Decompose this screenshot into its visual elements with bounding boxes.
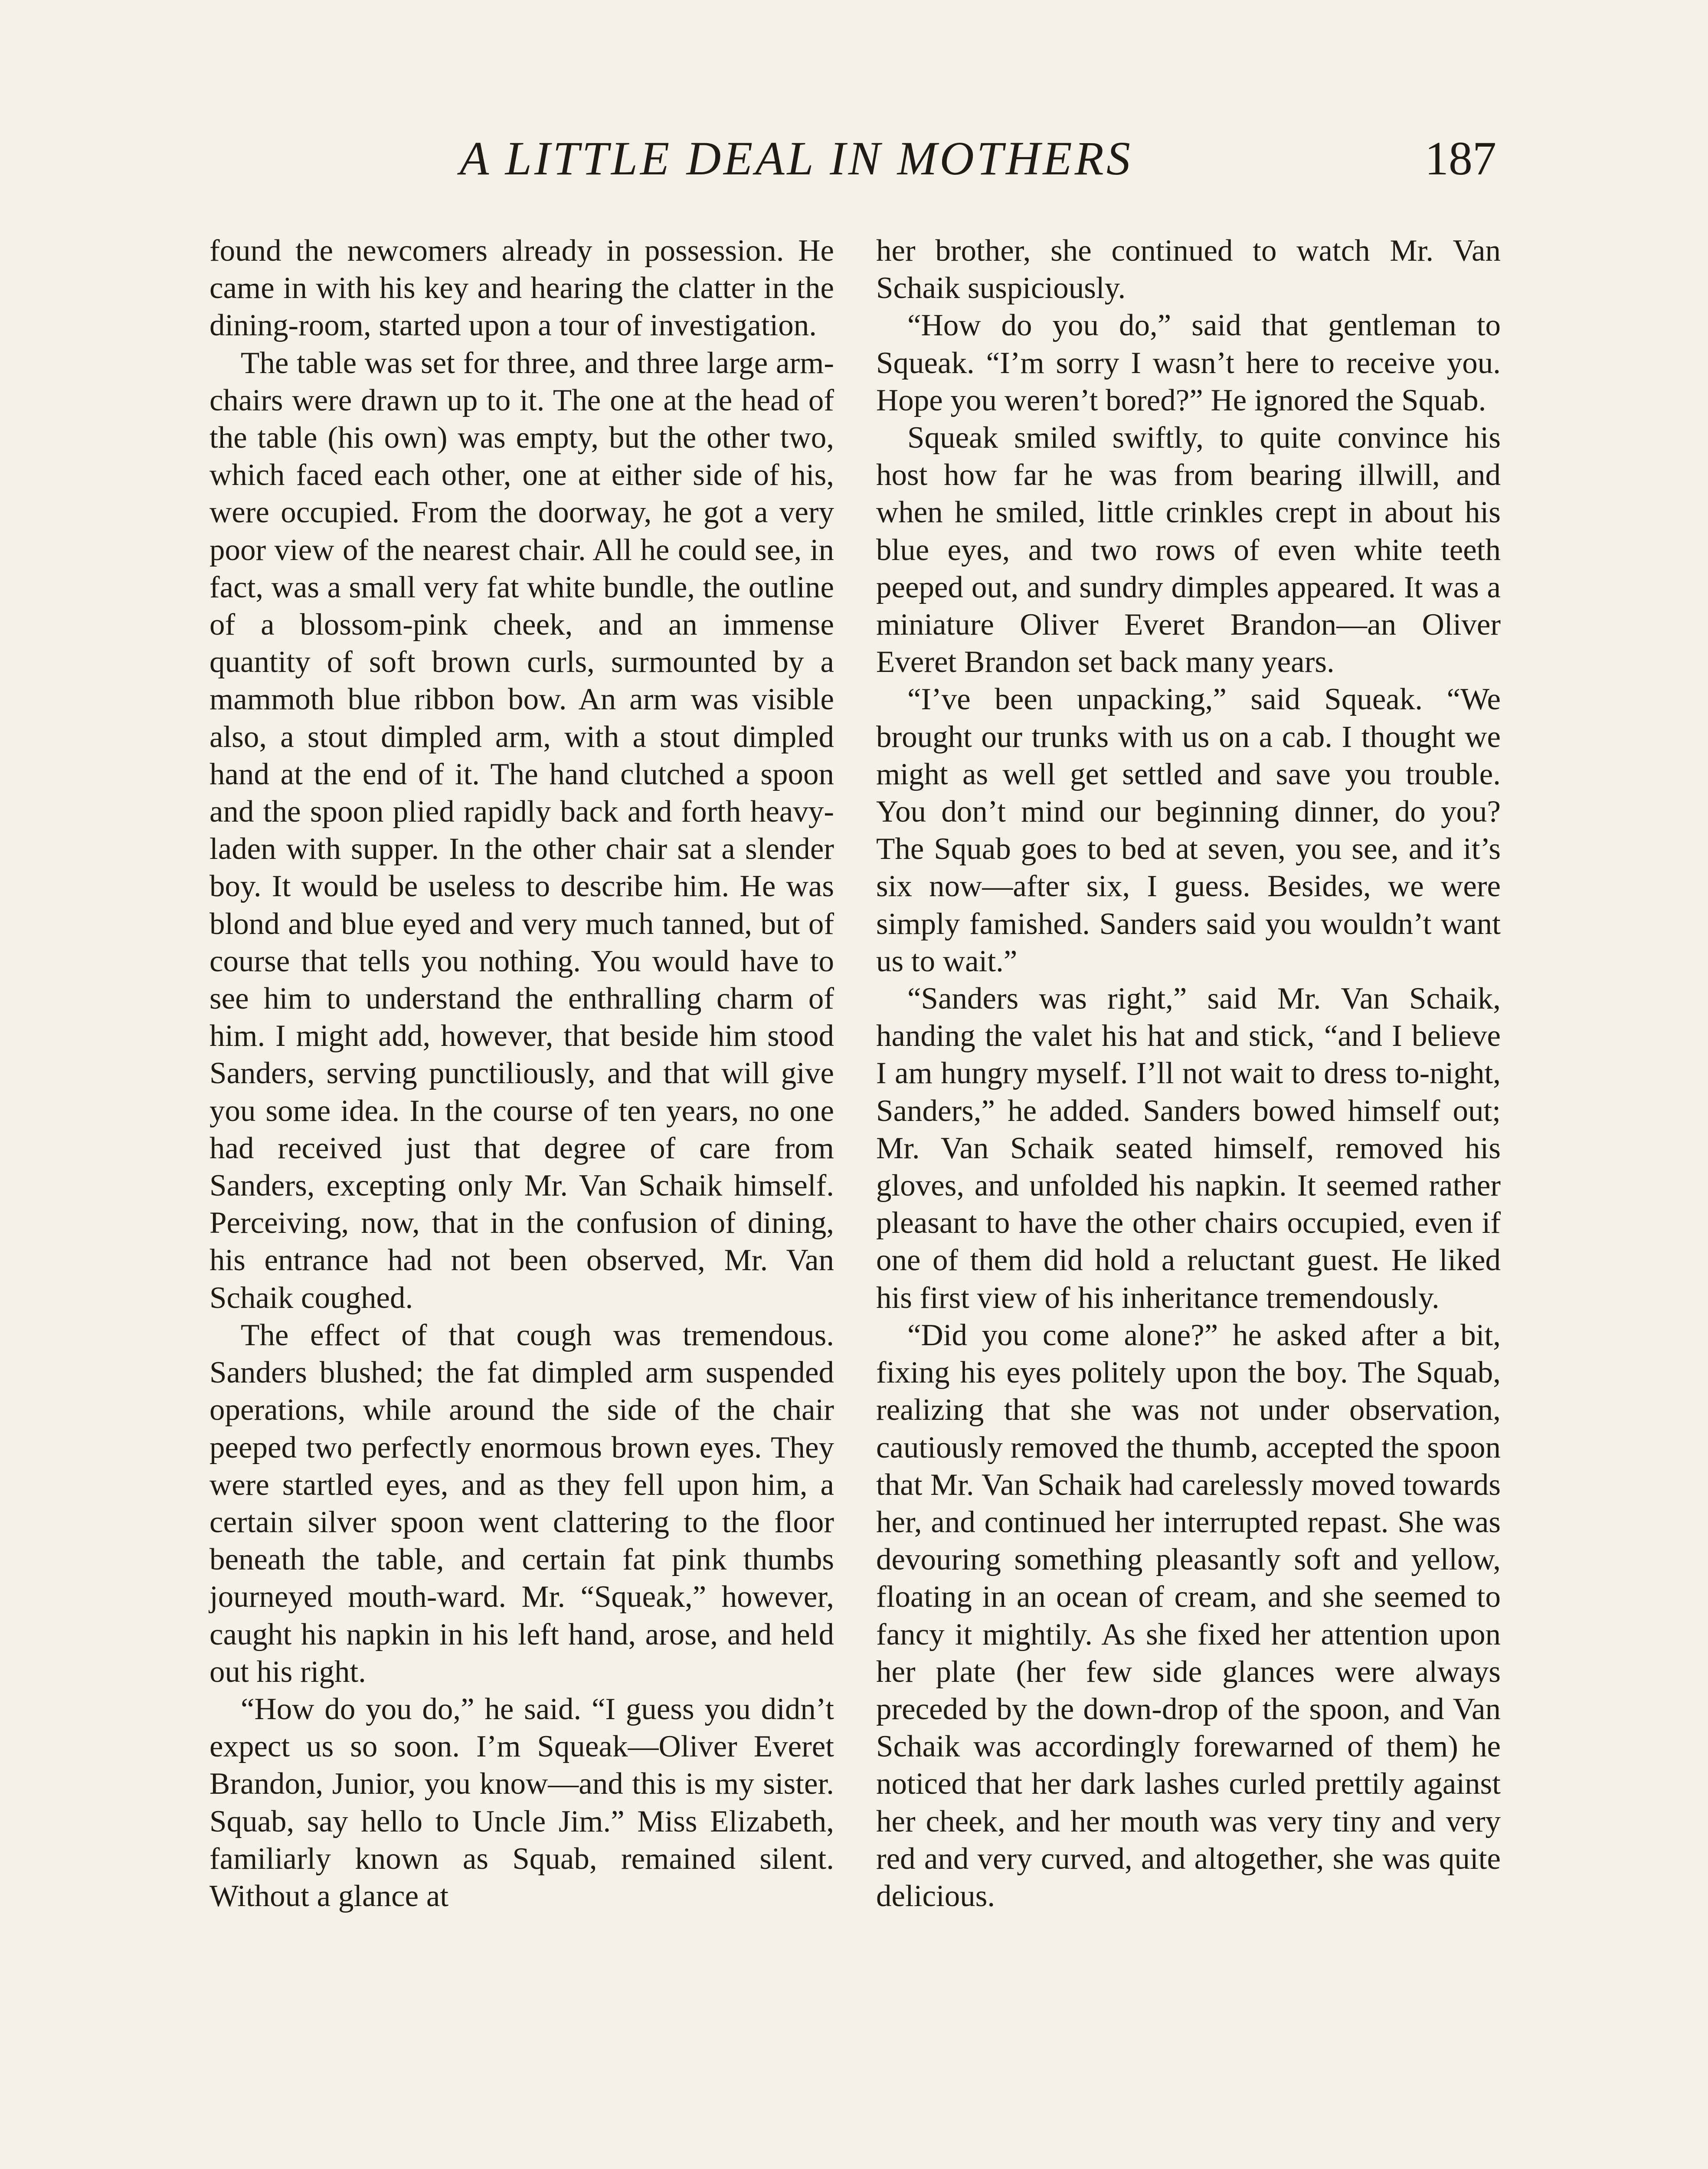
paragraph: The effect of that cough was tremendous. Sanders blushed; the fat dimpled arm suspended operations, while around the side of the chair peeped two perfectly enormous brown eyes. They were startled eyes, and as they fell upon him, a certain silver spoon went clattering to the floor beneath the table, and certain fat pink thumbs journeyed mouth-ward. Mr. “Squeak,” however, caught his napkin in his left hand, arose, and held out his right. <box>209 1318 834 1689</box>
right-column <box>876 232 1501 2169</box>
paragraph: The table was set for three, and three large arm-chairs were drawn up to it. The one at the head of the table (his own) was empty, but the other two, which faced each other, one at either side of his, were occupied. From the doorway, he got a very poor view of the nearest chair. All he could see, in fact, was a small very fat white bundle, the outline of a blossom-pink cheek, and an immense quantity of soft brown curls, surmounted by a mammoth blue ribbon bow. An arm was visible also, a stout dimpled arm, with a stout dimpled hand at the end of it. The hand clutched a spoon and the spoon plied rapidly back and forth heavy-laden with supper. In the other chair sat a slender boy. It would be useless to describe him. He was blond and blue eyed and very much tanned, but of course that tells you nothing. You would have to see him to understand the enthralling charm of him. I might add, however, that beside him stood Sanders, serving punctiliously, and that will give you some idea. In the course of ten years, no one had received just that degree of care from Sanders, excepting only Mr. Van Schaik himself. Perceiving, now, that in the confusion of dining, his entrance had not been observed, Mr. Van Schaik coughed. <box>209 346 834 1315</box>
paragraph: Squeak smiled swiftly, to quite convince his host how far he was from bearing illwill, and when he smiled, little crinkles crept in about his blue eyes, and two rows of even white teeth peeped out, and sundry dimples appeared. It was a miniature Oliver Everet Brandon—an Oliver Everet Brandon set back many years. <box>876 421 1501 679</box>
paragraph: “I’ve been unpacking,” said Squeak. “We brought our trunks with us on a cab. I thought we might as well get settled and save you trouble. You don’t mind our beginning dinner, do you? The Squab goes to bed at seven, you see, and it’s six now—after six, I guess. Besides, we were simply famished. Sanders said you wouldn’t want us to wait.” <box>876 682 1501 978</box>
paragraph: “How do you do,” said that gentleman to Squeak. “I’m sorry I wasn’t here to receive you. Hope you weren’t bored?” He ignored the Squab. <box>876 308 1501 417</box>
running-head <box>204 126 1496 191</box>
page-number: 187 <box>1425 132 1496 185</box>
paragraph: “How do you do,” he said. “I guess you didn’t expect us so soon. I’m Squeak—Oliver Everet Brandon, Junior, you know—and this is my sister. Squab, say hello to Uncle Jim.” Miss Elizabeth, familiarly known as Squab, remained silent. Without a glance at <box>209 1692 834 1913</box>
paragraph: her brother, she continued to watch Mr. Van Schaik suspiciously. <box>876 234 1501 305</box>
story-title: A LITTLE DEAL IN MOTHERS <box>460 132 1133 185</box>
paragraph: “Did you come alone?” he asked after a bit, fixing his eyes politely upon the boy. The Squab, realizing that she was not under observation, cautiously removed the thumb, accepted the spoon that Mr. Van Schaik had carelessly moved towards her, and continued her interrupted repast. She was devouring something pleasantly soft and yellow, floating in an ocean of cream, and she seemed to fancy it mightily. As she fixed her attention upon her plate (her few side glances were always preceded by the down-drop of the spoon, and Van Schaik was accordingly forewarned of them) he noticed that her dark lashes curled prettily against her cheek, and her mouth was very tiny and very red and very curved, and altogether, she was quite delicious. <box>876 1318 1501 1913</box>
paragraph: found the newcomers already in possession. He came in with his key and hearing the clatter in the dining-room, started upon a tour of investigation. <box>209 234 834 343</box>
paragraph: “Sanders was right,” said Mr. Van Schaik, handing the valet his hat and stick, “and I believe I am hungry myself. I’ll not wait to dress to-night, Sanders,” he added. Sanders bowed himself out; Mr. Van Schaik seated himself, removed his gloves, and unfolded his napkin. It seemed rather pleasant to have the other chairs occupied, even if one of them did hold a reluctant guest. He liked his first view of his inheritance tremendously. <box>876 982 1501 1315</box>
left-column <box>209 232 834 2169</box>
